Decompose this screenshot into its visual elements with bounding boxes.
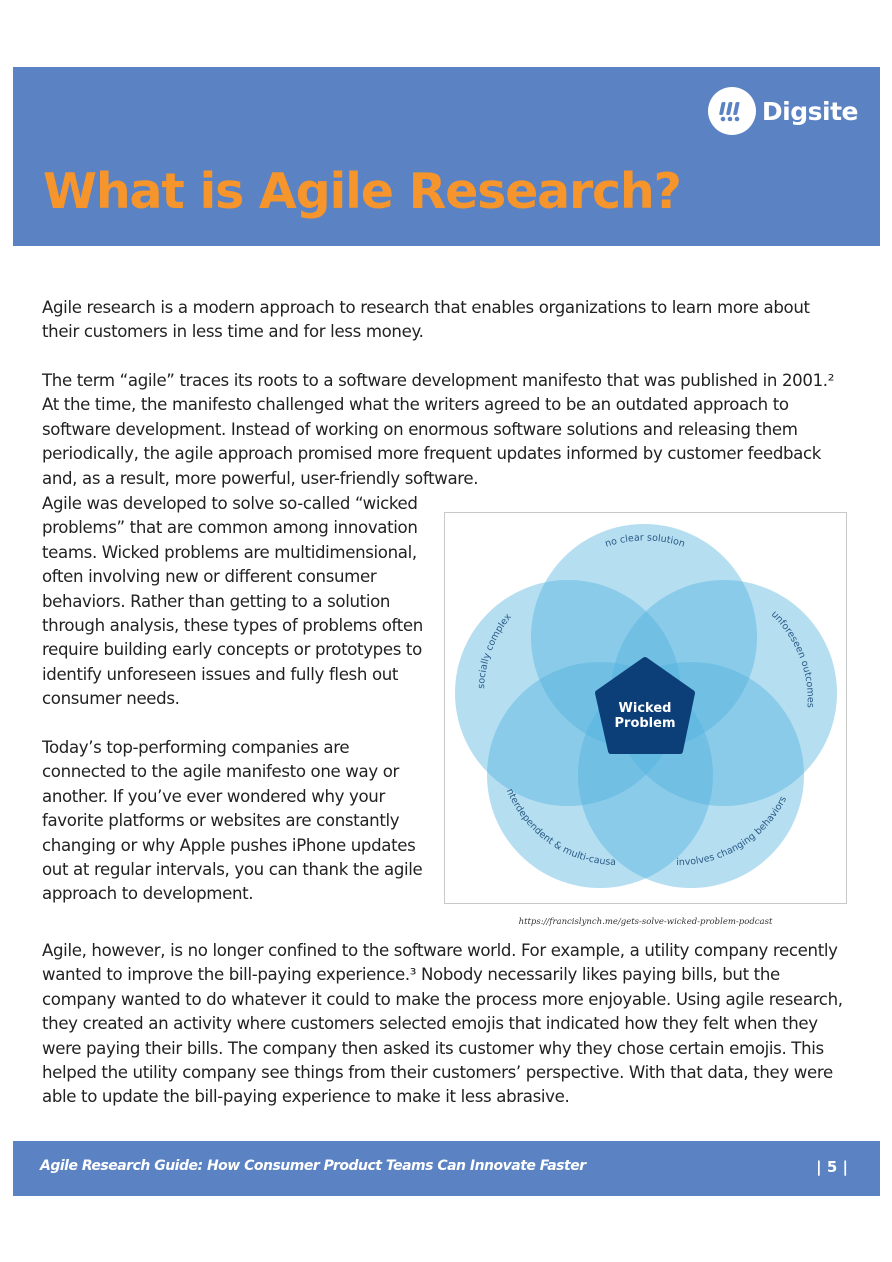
center-label-line2: Problem [614, 716, 676, 731]
page-title: What is Agile Research? [43, 163, 681, 220]
label-upper-left: socially complex [476, 611, 514, 690]
paragraph-top-companies: Today’s top-performing companies are connected to the agile manifesto one way or another. If you’ve ever wondered why your favorite platforms or websites are constantly changing or why Apple pushes iPhone updates out at regular intervals, you can thank the agile approach to development. [42, 738, 423, 904]
wicked-problem-diagram [444, 512, 847, 904]
figure-caption[interactable]: https://francislynch.me/gets-solve-wicked-problem-podcast [518, 917, 773, 927]
digsite-logo-icon [708, 87, 756, 135]
logo-text: Digsite [761, 96, 858, 126]
label-upper-right: unforeseen outcomes [768, 608, 816, 709]
label-lower-left: nterdependent & multi-causa [503, 787, 617, 869]
venn-diagram [445, 513, 846, 903]
center-label-line1: Wicked [618, 701, 672, 716]
label-lower-right: involves changing behaviors [676, 794, 790, 869]
footer-title: Agile Research Guide: How Consumer Product Teams Can Innovate Faster [40, 1158, 586, 1174]
paragraph-agile-origin: The term “agile” traces its roots to a software development manifesto that was published in 2001.² At the time, the manifesto challenged what the writers agreed to be an outdated approach to software development. Instead of working on enormous software solutions and releasing them periodically, the agile approach promised more frequent updates informed by customer feedback and, as a result, more powerful, user-friendly software. [42, 371, 835, 488]
digsite-logo[interactable] [708, 87, 858, 135]
paragraph-wicked-problems: Agile was developed to solve so-called “wicked problems” that are common among innovation teams. Wicked problems are multidimensional, often involving new or different consumer behaviors. Rather than getting to a solution through analysis, these types of problems often require building early concepts or prototypes to identify unforeseen issues and fully flesh out consumer needs. [42, 494, 423, 709]
header-band [13, 67, 880, 246]
paragraph-intro: Agile research is a modern approach to research that enables organizations to learn more about their customers in less time and for less money. [42, 298, 810, 342]
footer-band [13, 1141, 880, 1196]
page-number: | 5 | [816, 1158, 848, 1176]
label-top: no clear solution [603, 532, 687, 550]
paragraph-utility-example: Agile, however, is no longer confined to the software world. For example, a utility company recently wanted to improve the bill-paying experience.³ Nobody necessarily likes paying bills, but the company wanted to do whatever it could to make the process more enjoyable. Using agile research, they created an activity where customers selected emojis that indicated how they felt when they were paying their bills. The company then asked its customer why they chose certain emojis. This helped the utility company see things from their customers’ perspective. With that data, they were able to update the bill-paying experience to make it less abrasive. [42, 941, 843, 1107]
